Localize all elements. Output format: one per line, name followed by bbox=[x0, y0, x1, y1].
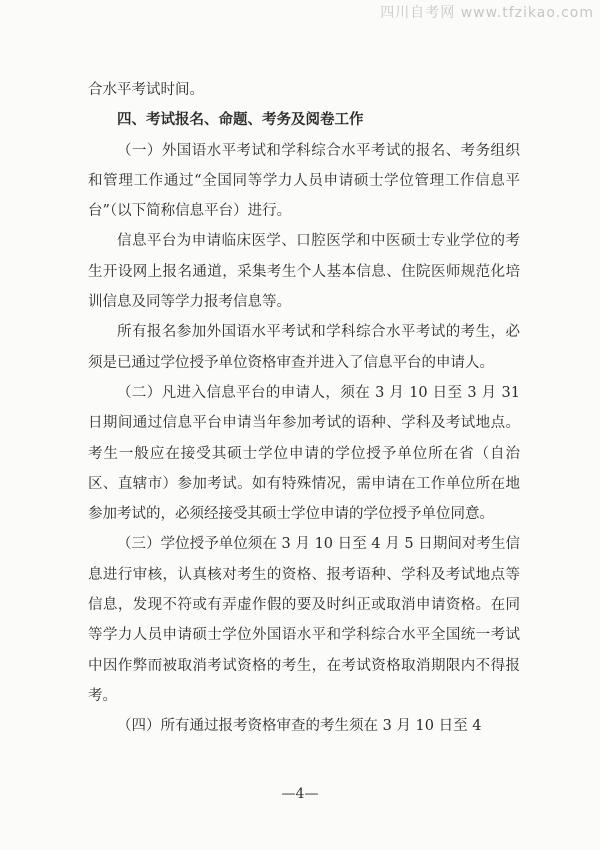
paragraph-4: （二）凡进入信息平台的申请人，须在 3 月 10 日至 3 月 31 日期间通过信息平台申请当年参加考试的语种、学科及考试地点。考生一般应在接受其硕士学位申请的学位授予单位所在省（自治区、直辖市）参加考试。如有特殊情况，需申请在工作单位所在地参加考试的，必须经接受其硕士学位申请的学位授予单位同意。 bbox=[88, 384, 520, 523]
document-body bbox=[88, 75, 520, 742]
paragraph-6: （四）所有通过报考资格审查的考生须在 3 月 10 日至 4 bbox=[117, 718, 482, 735]
paragraph-continuation: 合水平考试时间。 bbox=[88, 82, 204, 98]
section-heading: 四、考试报名、命题、考务及阅卷工作 bbox=[117, 112, 364, 129]
paragraph-3: 所有报名参加外国语水平考试和学科综合水平考试的考生，必须是已通过学位授予单位资格审查并进入了信息平台的申请人。 bbox=[88, 324, 520, 371]
page-number: —4— bbox=[281, 786, 319, 802]
paragraph-2: 信息平台为申请临床医学、口腔医学和中医硕士专业学位的考生开设网上报名通道，采集考生个人基本信息、住院医师规范化培训信息及同等学力报考信息等。 bbox=[88, 233, 520, 311]
watermark-text: 四川自考网 www.tfzikao.com bbox=[380, 5, 594, 21]
paragraph-5: （三）学位授予单位须在 3 月 10 日至 4 月 5 日期间对考生信息进行审核，认真核对考生的资格、报考语种、学科及考试地点等信息，发现不符或有弄虚作假的要及时纠正或取消申请资格。在同等学力人员申请硕士学位外国语水平和学科综合水平全国统一考试中因作弊而被取消考试资格的考生，在考试资格取消期限内不得报考。 bbox=[88, 536, 520, 704]
paragraph-1: （一）外国语水平考试和学科综合水平考试的报名、考务组织和管理工作通过“全国同等学力人员申请硕士学位管理工作信息平台”（以下简称信息平台）进行。 bbox=[88, 142, 520, 220]
